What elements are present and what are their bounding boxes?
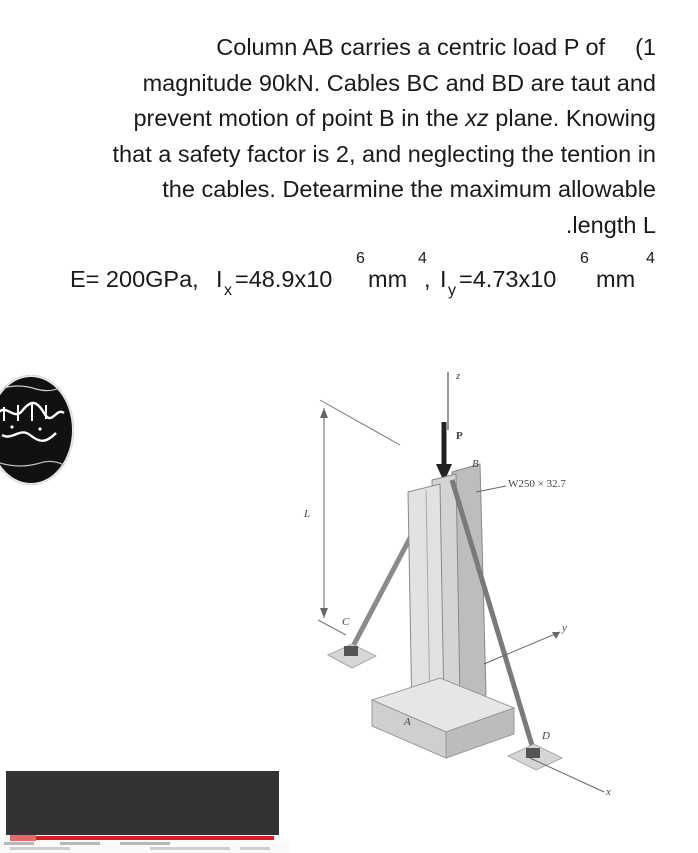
problem-line-3: prevent motion of point B in the xz plane. Knowing bbox=[133, 105, 656, 131]
problem-statement bbox=[20, 30, 656, 243]
modulus-label: E= 200GPa, bbox=[70, 266, 199, 292]
problem-line-1: Column AB carries a centric load P of (1 bbox=[216, 34, 656, 60]
ix-subscript: x bbox=[224, 282, 232, 299]
strip-mark bbox=[150, 847, 230, 850]
label-a: A bbox=[404, 716, 411, 728]
separator: , bbox=[424, 266, 431, 292]
label-section: W250 × 32.7 bbox=[508, 478, 566, 490]
iy-value: =4.73x10 bbox=[459, 266, 557, 292]
label-z: z bbox=[456, 370, 461, 382]
calligraphy-badge-image bbox=[0, 375, 74, 485]
bottom-thumbnail-strip bbox=[0, 841, 290, 853]
strip-mark bbox=[10, 847, 70, 850]
iy-symbol: I bbox=[440, 266, 447, 292]
label-d: D bbox=[542, 730, 550, 742]
label-x: x bbox=[606, 786, 611, 798]
label-p: P bbox=[456, 430, 463, 442]
label-b: B bbox=[472, 458, 479, 470]
label-c: C bbox=[342, 616, 350, 628]
progress-fill bbox=[36, 836, 274, 840]
problem-line-5: the cables. Detearmine the maximum allowable bbox=[162, 176, 656, 202]
ix-value: =48.9x10 bbox=[235, 266, 333, 292]
ix-unit: mm bbox=[368, 266, 408, 292]
strip-mark bbox=[120, 842, 170, 845]
ix-unit-exponent: 4 bbox=[418, 250, 427, 267]
iy-exponent: 6 bbox=[580, 250, 589, 267]
label-l: L bbox=[304, 508, 311, 520]
calligraphy-art-icon bbox=[0, 375, 74, 485]
ix-symbol: I bbox=[216, 266, 223, 292]
strip-mark bbox=[60, 842, 100, 845]
plane-label: xz bbox=[465, 105, 489, 131]
iy-unit-exponent: 4 bbox=[646, 250, 655, 267]
problem-line-6: .length L bbox=[565, 211, 656, 238]
problem-number: (1 bbox=[635, 34, 656, 60]
problem-line-4: that a safety factor is 2, and neglecting the tention in bbox=[112, 140, 656, 167]
strip-mark bbox=[4, 842, 34, 845]
label-y: y bbox=[562, 622, 567, 634]
column-figure bbox=[300, 360, 630, 810]
iy-unit: mm bbox=[596, 266, 636, 292]
iy-subscript: y bbox=[448, 282, 456, 299]
video-thumbnail-panel[interactable] bbox=[6, 771, 279, 835]
column-diagram-image bbox=[300, 360, 630, 810]
material-properties bbox=[0, 248, 680, 308]
strip-mark bbox=[240, 847, 270, 850]
ix-exponent: 6 bbox=[356, 250, 365, 267]
problem-line-2: magnitude 90kN. Cables BC and BD are taut and bbox=[142, 69, 656, 96]
